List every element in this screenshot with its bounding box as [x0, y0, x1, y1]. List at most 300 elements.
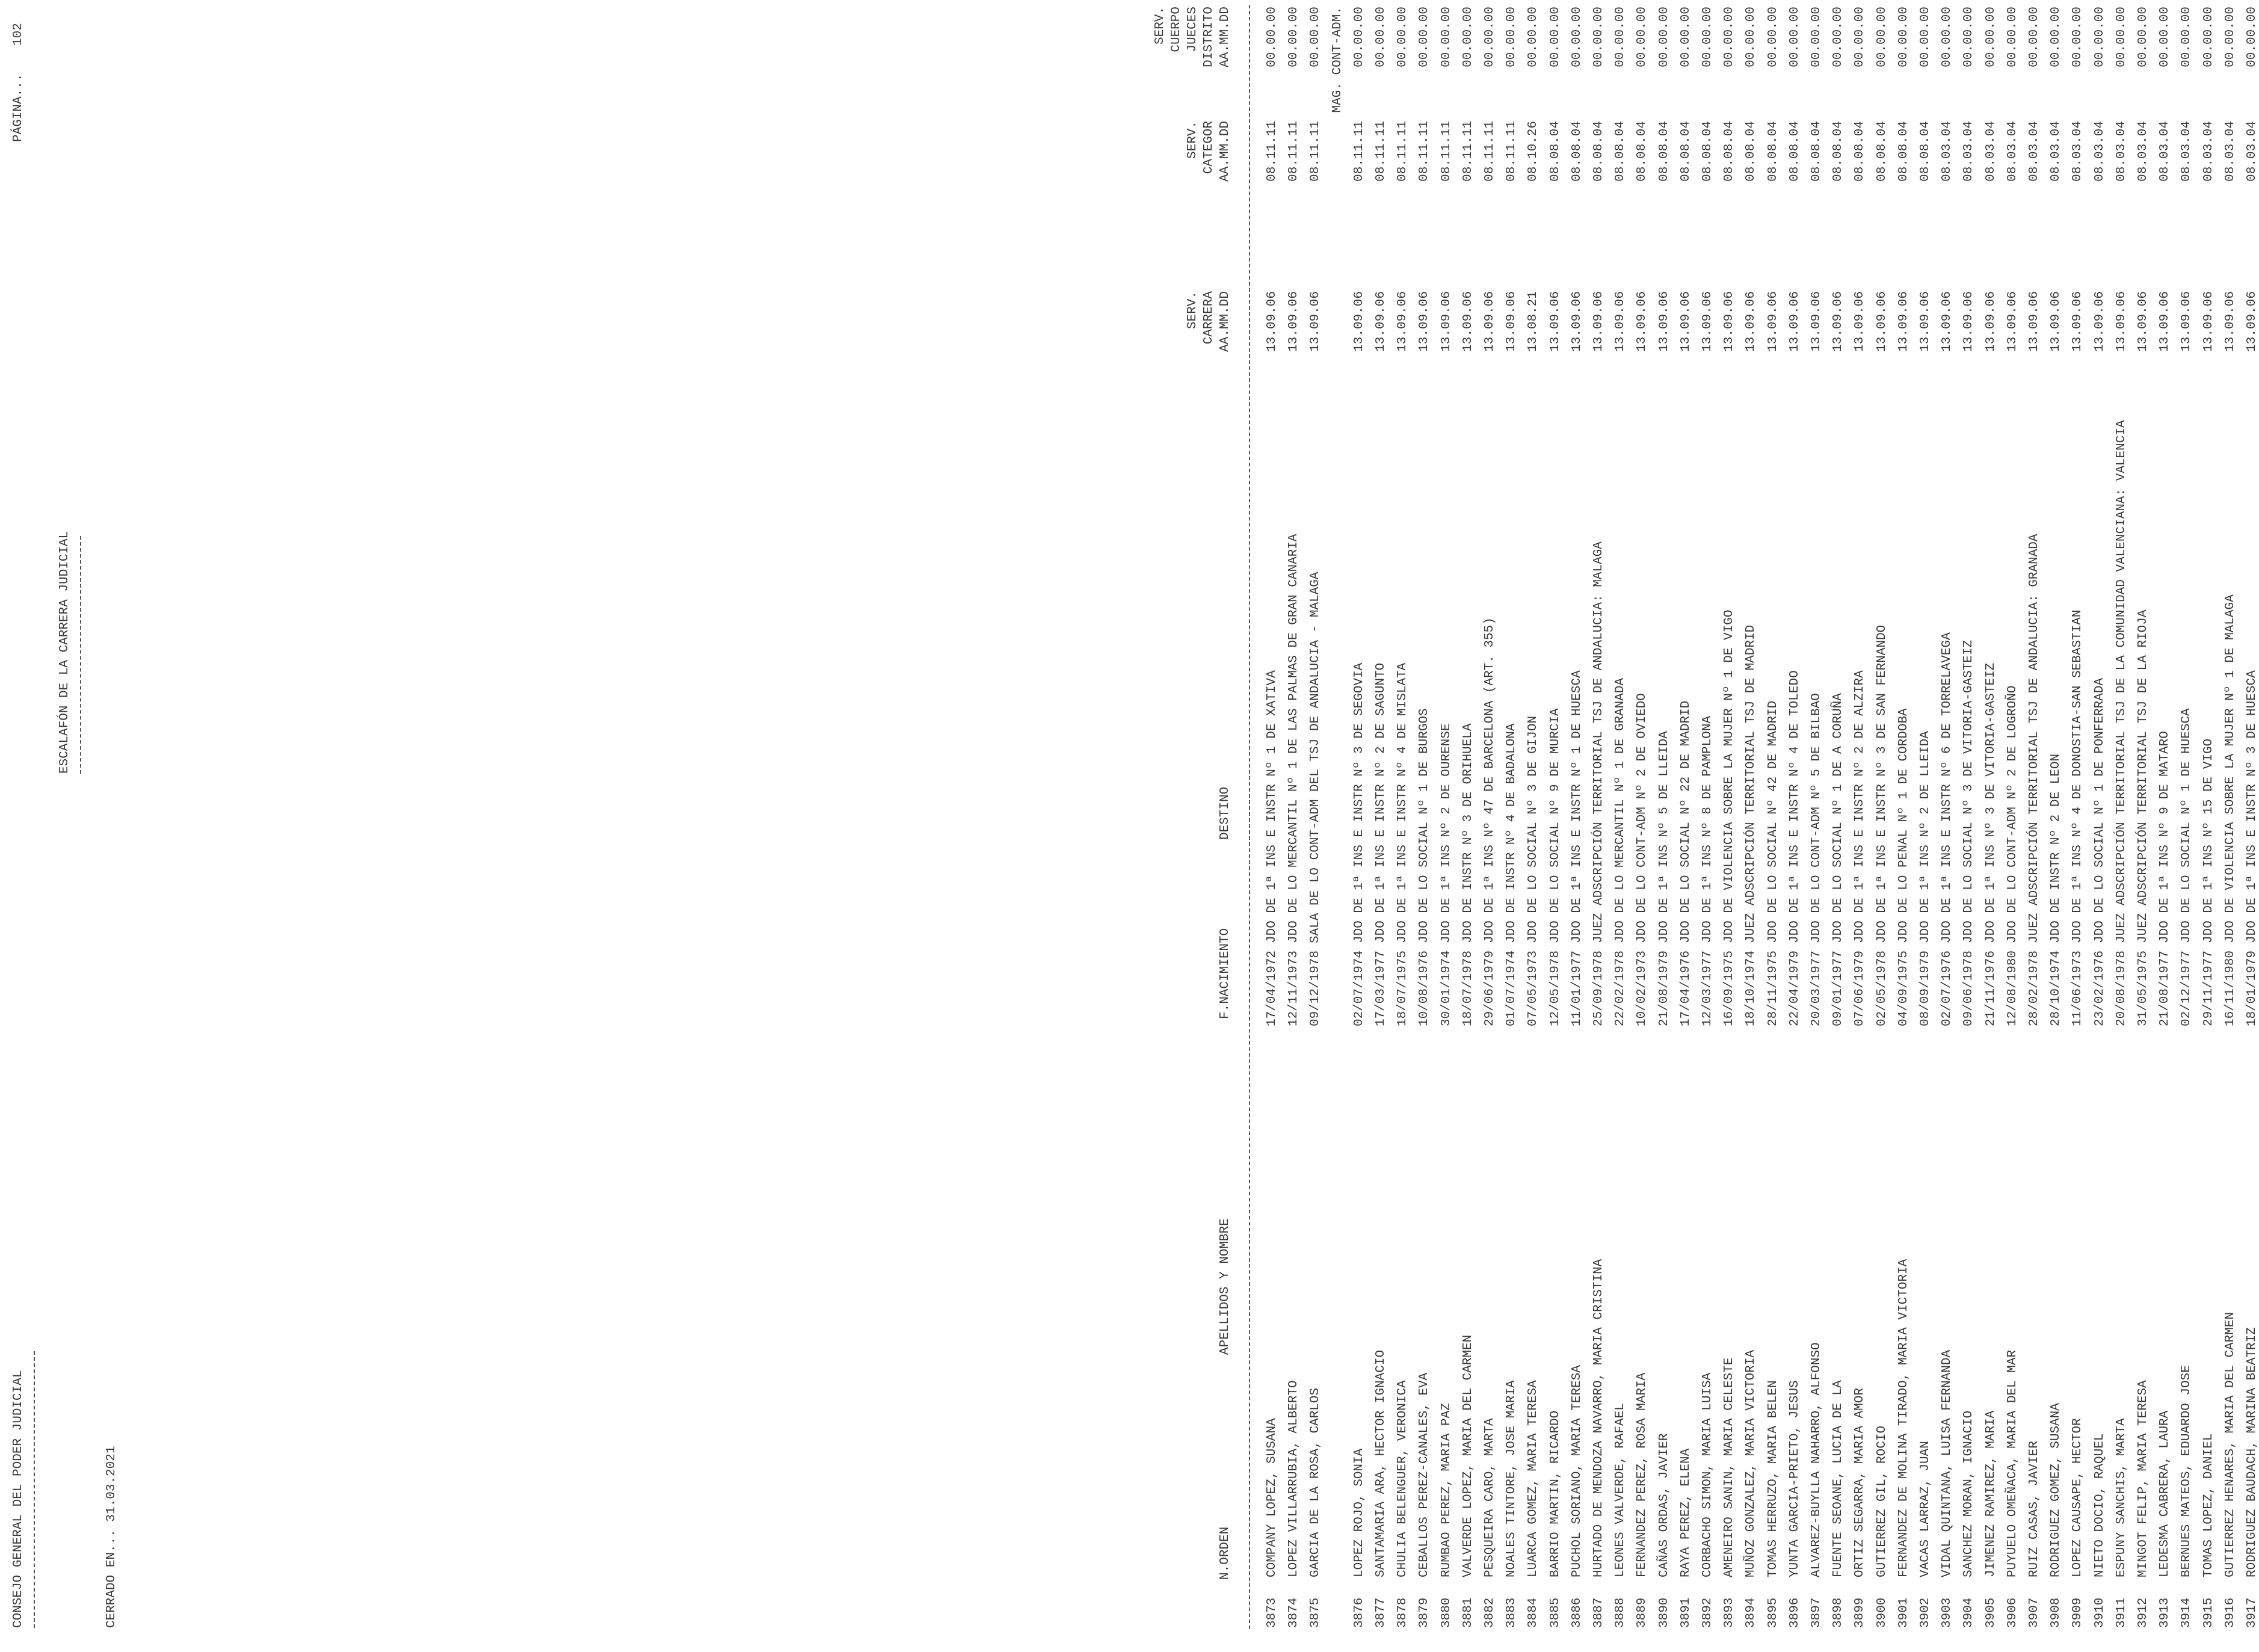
distrito-cell: 00.00.00	[2201, 7, 2216, 67]
col-carrera-2: AA.MM.DD	[1218, 291, 1232, 352]
destino-cell: JDO DE VIOLENCIA SOBRE LA MUJER Nº 1 DE VIGO	[1722, 609, 1737, 943]
categor-cell: 08.11.11	[1461, 121, 1475, 182]
destino-cell: JDO DE LO SOCIAL Nº 3 DE GIJON	[1526, 715, 1541, 943]
destino-cell: JDO DE 1ª INS Nº 8 DE PAMPLONA	[1701, 715, 1715, 943]
distrito-cell: 00.00.00	[2136, 7, 2150, 67]
distrito-cell: 00.00.00	[2092, 7, 2107, 67]
orden-cell: 3893	[1722, 1597, 1737, 1628]
name-cell: RUIZ CASAS, JAVIER	[2027, 1441, 2041, 1577]
carrera-cell: 13.09.06	[1505, 291, 1519, 352]
categor-cell: 08.03.04	[2158, 121, 2172, 182]
distrito-cell: 00.00.00	[2049, 7, 2063, 67]
categor-cell: 08.11.11	[1396, 121, 1410, 182]
categor-cell: 08.03.04	[1962, 121, 1976, 182]
name-cell: CHULIA BELENGUER, VERONICA	[1396, 1380, 1410, 1577]
cutoff-date: CERRADO EN... 31.03.2021	[105, 1446, 119, 1628]
destino-cell: JDO DE INSTR Nº 2 DE LEON	[2049, 753, 2063, 943]
orden-cell: 3897	[1810, 1597, 1823, 1628]
birthdate-cell: 18/01/1979	[2245, 950, 2259, 1026]
name-cell: CORBACHO SIMON, MARIA LUISA	[1701, 1372, 1715, 1577]
birthdate-cell: 31/05/1975	[2136, 950, 2150, 1026]
orden-cell: 3917	[2245, 1597, 2259, 1628]
distrito-cell: 00.00.00	[1918, 7, 1932, 67]
birthdate-cell: 16/09/1975	[1722, 950, 1737, 1026]
name-cell: ALVAREZ-BUYLLA NAHARRO, ALFONSO	[1810, 1342, 1823, 1577]
orden-cell: 3906	[2005, 1597, 2020, 1628]
birthdate-cell: 21/11/1976	[1983, 950, 1998, 1026]
orden-cell: 3886	[1570, 1597, 1584, 1628]
orden-cell: 3903	[1940, 1597, 1955, 1628]
destino-cell: JDO DE 1ª INS E INSTR Nº 3 DE SEGOVIA	[1352, 662, 1366, 943]
name-cell: YUNTA GARCIA-PRIETO, JESUS	[1787, 1380, 1802, 1577]
col-nombre: APELLIDOS Y NOMBRE	[1218, 1218, 1232, 1355]
orden-cell: 3878	[1396, 1597, 1410, 1628]
categor-cell: 08.03.04	[2245, 121, 2259, 182]
categor-cell: 08.10.26	[1526, 121, 1541, 182]
orden-cell: 3899	[1853, 1597, 1867, 1628]
distrito-cell: 00.00.00	[1417, 7, 1432, 67]
birthdate-cell: 30/01/1974	[1439, 950, 1453, 1026]
distrito-cell: 00.00.00	[1635, 7, 1650, 67]
distrito-cell: 00.00.00	[1548, 7, 1562, 67]
birthdate-cell: 09/01/1977	[1831, 950, 1846, 1026]
carrera-cell: 13.09.06	[1918, 291, 1932, 352]
carrera-cell: 13.09.06	[2071, 291, 2085, 352]
orden-cell: 3890	[1657, 1597, 1671, 1628]
destino-cell: JDO DE VIOLENCIA SOBRE LA MUJER Nº 1 DE MALAGA	[2223, 594, 2237, 943]
name-cell: ORTIZ SEGARRA, MARIA AMOR	[1853, 1387, 1867, 1577]
carrera-cell: 13.09.06	[2245, 291, 2259, 352]
orden-cell: 3901	[1896, 1597, 1911, 1628]
distrito-cell: 00.00.00	[1983, 7, 1998, 67]
col-distrito-4: AA.MM.DD	[1218, 7, 1232, 67]
orden-cell: 3874	[1287, 1597, 1301, 1628]
destino-cell: JDO DE 1ª INS E INSTR Nº 2 DE SAGUNTO	[1374, 662, 1388, 943]
categor-cell: 08.11.11	[1483, 121, 1497, 182]
birthdate-cell: 23/02/1976	[2092, 950, 2107, 1026]
name-cell: JIMENEZ RAMIREZ, MARIA	[1983, 1410, 1998, 1577]
distrito-cell: 00.00.00	[1744, 7, 1758, 67]
categor-cell: 08.11.11	[1352, 121, 1366, 182]
distrito-cell: 00.00.00	[1896, 7, 1911, 67]
carrera-cell: 13.09.06	[1548, 291, 1562, 352]
orden-cell: 3900	[1875, 1597, 1889, 1628]
distrito-cell: 00.00.00	[2114, 7, 2128, 67]
birthdate-cell: 16/11/1980	[2223, 950, 2237, 1026]
carrera-cell: 13.09.06	[2005, 291, 2020, 352]
carrera-cell: 13.09.06	[1417, 291, 1432, 352]
birthdate-cell: 10/02/1973	[1635, 950, 1650, 1026]
birthdate-cell: 28/02/1978	[2027, 950, 2041, 1026]
birthdate-cell: 29/11/1977	[2201, 950, 2216, 1026]
destino-cell: JDO DE LO SOCIAL Nº 9 DE MURCIA	[1548, 708, 1562, 943]
categor-cell: 08.03.04	[2092, 121, 2107, 182]
carrera-cell: 13.09.06	[2136, 291, 2150, 352]
destino-cell: JDO DE 1ª INS E INSTR Nº 4 DE TOLEDO	[1787, 670, 1802, 943]
carrera-cell: 13.09.06	[1940, 291, 1955, 352]
categor-cell: 08.11.11	[1374, 121, 1388, 182]
categor-cell: 08.08.04	[1613, 121, 1628, 182]
carrera-cell: 13.09.06	[1461, 291, 1475, 352]
carrera-cell: 13.09.06	[2223, 291, 2237, 352]
name-cell: RAYA PEREZ, ELENA	[1678, 1448, 1693, 1577]
birthdate-cell: 02/05/1978	[1875, 950, 1889, 1026]
categor-cell: 08.03.04	[2071, 121, 2085, 182]
carrera-cell: 13.09.06	[1592, 291, 1606, 352]
categor-cell: 08.08.04	[1548, 121, 1562, 182]
distrito-cell: 00.00.00	[1810, 7, 1823, 67]
birthdate-cell: 09/12/1978	[1308, 950, 1323, 1026]
org-underline	[34, 1351, 35, 1628]
orden-cell: 3905	[1983, 1597, 1998, 1628]
destino-cell: JDO DE 1ª INS Nº 15 DE VIGO	[2201, 738, 2216, 943]
orden-cell: 3884	[1526, 1597, 1541, 1628]
distrito-cell: 00.00.00	[1766, 7, 1780, 67]
name-cell: TOMAS LOPEZ, DANIEL	[2201, 1433, 2216, 1577]
categor-cell: 08.03.04	[2136, 121, 2150, 182]
destino-cell: JDO DE LO SOCIAL Nº 3 DE VITORIA-GASTEIZ	[1962, 640, 1976, 943]
destino-cell: JDO DE 1ª INS Nº 5 DE LLEIDA	[1657, 731, 1671, 943]
name-cell: LEONES VALVERDE, RAFAEL	[1613, 1403, 1628, 1577]
destino-cell: JDO DE LO SOCIAL Nº 1 DE A CORUÑA	[1831, 693, 1846, 943]
carrera-cell: 13.09.06	[1613, 291, 1628, 352]
destino-cell: JDO DE 1ª INS E INSTR Nº 3 DE SAN FERNANDO	[1875, 624, 1889, 943]
distrito-cell: 00.00.00	[1592, 7, 1606, 67]
name-cell: RODRIGUEZ GOMEZ, SUSANA	[2049, 1403, 2063, 1577]
distrito-cell: 00.00.00	[1287, 7, 1301, 67]
col-distrito-3: DISTRITO	[1202, 7, 1216, 67]
destino-cell: JUEZ ADSCRIPCIÓN TERRITORIAL TSJ DE LA COMUNIDAD VALENCIANA: VALENCIA	[2114, 420, 2128, 943]
destino-cell: JDO DE LO CONT-ADM Nº 2 DE LOGROÑO	[2005, 685, 2020, 943]
carrera-cell: 13.09.06	[1635, 291, 1650, 352]
col-categor-1: CATEGOR	[1202, 121, 1216, 174]
categor-cell: 08.03.04	[1983, 121, 1998, 182]
name-cell: LOPEZ CAUSAPE, HECTOR	[2071, 1418, 2085, 1577]
carrera-cell: 13.09.06	[2114, 291, 2128, 352]
birthdate-cell: 07/05/1973	[1526, 950, 1541, 1026]
distrito-cell: 00.00.00	[1940, 7, 1955, 67]
birthdate-cell: 21/08/1979	[1657, 950, 1671, 1026]
distrito-cell: 00.00.00	[1439, 7, 1453, 67]
carrera-cell: 13.09.06	[1439, 291, 1453, 352]
birthdate-cell: 18/07/1978	[1461, 950, 1475, 1026]
orden-cell: 3888	[1613, 1597, 1628, 1628]
orden-cell: 3887	[1592, 1597, 1606, 1628]
distrito-cell: 00.00.00	[1853, 7, 1867, 67]
distrito-cell: 00.00.00	[1505, 7, 1519, 67]
distrito-cell: 00.00.00	[2005, 7, 2020, 67]
destino-cell: JDO DE INSTR Nº 4 DE BADALONA	[1505, 723, 1519, 943]
carrera-cell: 13.09.06	[1722, 291, 1737, 352]
name-cell: FERNANDEZ PEREZ, ROSA MARIA	[1635, 1372, 1650, 1577]
orden-cell: 3894	[1744, 1597, 1758, 1628]
birthdate-cell: 21/08/1977	[2158, 950, 2172, 1026]
carrera-cell: 13.09.06	[1962, 291, 1976, 352]
name-cell: HURTADO DE MENDOZA NAVARRO, MARIA CRISTINA	[1592, 1259, 1606, 1577]
col-carrera-1: CARRERA	[1202, 291, 1216, 345]
categor-cell: 08.08.04	[1875, 121, 1889, 182]
destino-cell: JDO DE 1ª INS E INSTR Nº 2 DE ALZIRA	[1853, 670, 1867, 943]
name-cell: PESQUEIRA CARO, MARTA	[1483, 1418, 1497, 1577]
distrito-cell: 00.00.00	[1570, 7, 1584, 67]
carrera-cell: 13.09.06	[2092, 291, 2107, 352]
categor-cell: 08.03.04	[1940, 121, 1955, 182]
name-cell: PUYUELO OMEÑACA, MARIA DEL MAR	[2005, 1349, 2020, 1577]
categor-cell: 08.11.11	[1505, 121, 1519, 182]
name-cell: LOPEZ ROJO, SONIA	[1352, 1448, 1366, 1577]
name-cell: AMENEIRO SANIN, MARIA CELESTE	[1722, 1357, 1737, 1577]
categor-cell: 08.11.11	[1417, 121, 1432, 182]
birthdate-cell: 11/01/1977	[1570, 950, 1584, 1026]
carrera-cell: 13.09.06	[2049, 291, 2063, 352]
orden-cell: 3873	[1265, 1597, 1279, 1628]
orden-cell: 3891	[1678, 1597, 1693, 1628]
distrito-cell: 00.00.00	[1787, 7, 1802, 67]
birthdate-cell: 02/12/1977	[2180, 950, 2194, 1026]
categor-cell: 08.08.04	[1853, 121, 1867, 182]
destino-cell: JDO DE 1ª INS E INSTR Nº 1 DE HUESCA	[1570, 670, 1584, 943]
orden-cell: 3914	[2180, 1597, 2194, 1628]
name-cell: COMPANY LOPEZ, SUSANA	[1265, 1418, 1279, 1577]
document-title: ESCALAFÓN DE LA CARRERA JUDICIAL	[58, 531, 72, 774]
destino-cell: JDO DE LO CONT-ADM Nº 5 DE BILBAO	[1810, 693, 1823, 943]
categor-cell: 08.08.04	[1831, 121, 1846, 182]
carrera-cell: 13.09.06	[1853, 291, 1867, 352]
name-cell: RUMBAO PEREZ, MARIA PAZ	[1439, 1403, 1453, 1577]
birthdate-cell: 17/04/1972	[1265, 950, 1279, 1026]
carrera-cell: 13.09.06	[1701, 291, 1715, 352]
distrito-cell: 00.00.00	[2223, 7, 2237, 67]
categor-cell: 08.08.04	[1570, 121, 1584, 182]
carrera-cell: 13.09.06	[1483, 291, 1497, 352]
orden-cell: 3889	[1635, 1597, 1650, 1628]
orden-cell: 3876	[1352, 1597, 1366, 1628]
orden-cell: 3916	[2223, 1597, 2237, 1628]
name-cell: GUTIERREZ GIL, ROCIO	[1875, 1425, 1889, 1577]
name-cell: RODRIGUEZ BAUDACH, MARINA BEATRIZ	[2245, 1327, 2259, 1577]
destino-cell: JDO DE LO SOCIAL Nº 1 DE PONFERRADA	[2092, 677, 2107, 943]
name-cell: VALVERDE LOPEZ, MARIA DEL CARMEN	[1461, 1334, 1475, 1577]
carrera-cell: 13.09.06	[2027, 291, 2041, 352]
orden-cell: 3896	[1787, 1597, 1802, 1628]
name-cell: NIETO DOCIO, RAQUEL	[2092, 1433, 2107, 1577]
birthdate-cell: 07/06/1979	[1853, 950, 1867, 1026]
orden-cell: 3913	[2158, 1597, 2172, 1628]
categor-cell: 08.08.04	[1896, 121, 1911, 182]
page-number: 102	[11, 23, 25, 46]
distrito-cell: 00.00.00	[1374, 7, 1388, 67]
carrera-cell: 13.09.06	[1831, 291, 1846, 352]
carrera-cell: 13.09.06	[1265, 291, 1279, 352]
col-distrito-0: SERV.	[1153, 7, 1167, 45]
distrito-cell: 00.00.00	[1678, 7, 1693, 67]
categor-cell: 08.08.04	[1744, 121, 1758, 182]
destino-cell: JUEZ ADSCRIPCIÓN TERRITORIAL TSJ DE ANDALUCIA: GRANADA	[2027, 534, 2041, 943]
carrera-cell: 13.09.06	[1308, 291, 1323, 352]
carrera-cell: 13.09.06	[2201, 291, 2216, 352]
name-cell: VACAS LARRAZ, JUAN	[1918, 1441, 1932, 1577]
destino-cell: JDO DE 1ª INS Nº 47 DE BARCELONA (ART. 355)	[1483, 617, 1497, 943]
destino-cell: JUEZ ADSCRIPCIÓN TERRITORIAL TSJ DE LA RIOJA	[2136, 609, 2150, 943]
orden-cell: 3902	[1918, 1597, 1932, 1628]
destino-cell: JDO DE 1ª INS Nº 2 DE LLEIDA	[1918, 731, 1932, 943]
name-cell: SANCHEZ MORAN, IGNACIO	[1962, 1410, 1976, 1577]
birthdate-cell: 09/06/1978	[1962, 950, 1976, 1026]
carrera-cell: 13.09.06	[1744, 291, 1758, 352]
carrera-cell: 13.09.06	[1352, 291, 1366, 352]
orden-cell: 3877	[1374, 1597, 1388, 1628]
orden-cell: 3898	[1831, 1597, 1846, 1628]
orden-cell: 3895	[1766, 1597, 1780, 1628]
distrito-cell: 00.00.00	[2180, 7, 2194, 67]
categor-cell: 08.08.04	[1701, 121, 1715, 182]
birthdate-cell: 10/08/1976	[1417, 950, 1432, 1026]
orden-cell: 3911	[2114, 1597, 2128, 1628]
orden-cell: 3912	[2136, 1597, 2150, 1628]
destino-cell: JUEZ ADSCRIPCIÓN TERRITORIAL TSJ DE MADRID	[1744, 624, 1758, 943]
orden-cell: 3907	[2027, 1597, 2041, 1628]
carrera-cell: 13.09.06	[2158, 291, 2172, 352]
distrito-cell: 00.00.00	[1461, 7, 1475, 67]
name-cell: LEDESMA CABRERA, LAURA	[2158, 1410, 2172, 1577]
carrera-cell: 13.09.06	[1678, 291, 1693, 352]
categor-cell: 08.03.04	[2005, 121, 2020, 182]
name-cell: PUCHOL SORIANO, MARIA TERESA	[1570, 1365, 1584, 1577]
destino-cell: JDO DE LO SOCIAL Nº 1 DE HUESCA	[2180, 708, 2194, 943]
carrera-cell: 13.09.06	[2180, 291, 2194, 352]
name-cell: GARCIA DE LA ROSA, CARLOS	[1308, 1387, 1323, 1577]
birthdate-cell: 18/10/1974	[1744, 950, 1758, 1026]
cuerpo-note: MAG. CONT-ADM.	[1330, 7, 1345, 113]
col-carrera-0: SERV.	[1186, 291, 1200, 330]
orden-cell: 3904	[1962, 1597, 1976, 1628]
distrito-cell: 00.00.00	[2071, 7, 2085, 67]
carrera-cell: 13.09.06	[1396, 291, 1410, 352]
destino-cell: JDO DE LO MERCANTIL Nº 1 DE GRANADA	[1613, 677, 1628, 943]
orden-cell: 3909	[2071, 1597, 2085, 1628]
org-title: CONSEJO GENERAL DEL PODER JUDICIAL	[11, 1370, 25, 1628]
orden-cell: 3908	[2049, 1597, 2063, 1628]
birthdate-cell: 02/07/1976	[1940, 950, 1955, 1026]
orden-cell: 3892	[1701, 1597, 1715, 1628]
col-destino: DESTINO	[1218, 786, 1232, 840]
birthdate-cell: 18/07/1975	[1396, 950, 1410, 1026]
distrito-cell: 00.00.00	[1722, 7, 1737, 67]
carrera-cell: 13.09.06	[1287, 291, 1301, 352]
distrito-cell: 00.00.00	[1613, 7, 1628, 67]
distrito-cell: 00.00.00	[1483, 7, 1497, 67]
distrito-cell: 00.00.00	[1265, 7, 1279, 67]
name-cell: BERNUES MATEOS, EDUARDO JOSE	[2180, 1365, 2194, 1577]
birthdate-cell: 22/04/1979	[1787, 950, 1802, 1026]
name-cell: ESPUNY SANCHIS, MARTA	[2114, 1418, 2128, 1577]
distrito-cell: 00.00.00	[1875, 7, 1889, 67]
birthdate-cell: 08/09/1979	[1918, 950, 1932, 1026]
carrera-cell: 13.09.06	[1983, 291, 1998, 352]
col-categor-0: SERV.	[1186, 121, 1200, 159]
orden-cell: 3880	[1439, 1597, 1453, 1628]
categor-cell: 08.08.04	[1722, 121, 1737, 182]
destino-cell: JDO DE 1ª INS E INSTR Nº 3 DE HUESCA	[2245, 670, 2259, 943]
destino-cell: JDO DE LO PENAL Nº 1 DE CORDOBA	[1896, 708, 1911, 943]
destino-cell: JDO DE LO SOCIAL Nº 42 DE MADRID	[1766, 700, 1780, 943]
categor-cell: 08.03.04	[2223, 121, 2237, 182]
name-cell: VIDAL QUINTANA, LUISA FERNANDA	[1940, 1349, 1955, 1577]
categor-cell: 08.08.04	[1810, 121, 1823, 182]
birthdate-cell: 12/08/1980	[2005, 950, 2020, 1026]
carrera-cell: 13.09.06	[1657, 291, 1671, 352]
col-nacimiento: F.NACIMIENTO	[1218, 928, 1232, 1019]
name-cell: BARRIO MARTIN, RICARDO	[1548, 1410, 1562, 1577]
destino-cell: JDO DE 1ª INS Nº 4 DE DONOSTIA-SAN SEBASTIAN	[2071, 609, 2085, 943]
orden-cell: 3910	[2092, 1597, 2107, 1628]
name-cell: FERNANDEZ DE MOLINA TIRADO, MARIA VICTORIA	[1896, 1259, 1911, 1577]
carrera-cell: 13.09.06	[1875, 291, 1889, 352]
name-cell: MINGOT FELIP, MARIA TERESA	[2136, 1380, 2150, 1577]
name-cell: FUENTE SEOANE, LUCIA DE LA	[1831, 1380, 1846, 1577]
distrito-cell: 00.00.00	[2158, 7, 2172, 67]
categor-cell: 08.08.04	[1657, 121, 1671, 182]
birthdate-cell: 02/07/1974	[1352, 950, 1366, 1026]
orden-cell: 3885	[1548, 1597, 1562, 1628]
categor-cell: 08.11.11	[1439, 121, 1453, 182]
destino-cell: SALA DE LO CONT-ADM DEL TSJ DE ANDALUCIA - MALAGA	[1308, 572, 1323, 943]
destino-cell: JDO DE 1ª INS Nº 2 DE OURENSE	[1439, 723, 1453, 943]
orden-cell: 3881	[1461, 1597, 1475, 1628]
name-cell: TOMAS HERRUZO, MARIA BELEN	[1766, 1380, 1780, 1577]
birthdate-cell: 12/05/1978	[1548, 950, 1562, 1026]
name-cell: LOPEZ VILLARRUBIA, ALBERTO	[1287, 1380, 1301, 1577]
destino-cell: JDO DE LO CONT-ADM Nº 2 DE OVIEDO	[1635, 693, 1650, 943]
carrera-cell: 13.09.06	[1787, 291, 1802, 352]
birthdate-cell: 20/08/1978	[2114, 950, 2128, 1026]
destino-cell: JDO DE 1ª INS E INSTR Nº 6 DE TORRELAVEGA	[1940, 632, 1955, 943]
distrito-cell: 00.00.00	[1657, 7, 1671, 67]
name-cell: NOALES TINTORE, JOSE MARIA	[1505, 1380, 1519, 1577]
categor-cell: 08.11.11	[1265, 121, 1279, 182]
orden-cell: 3879	[1417, 1597, 1432, 1628]
destino-cell: JDO DE LO MERCANTIL Nº 1 DE LAS PALMAS DE GRAN CANARIA	[1287, 534, 1301, 943]
page-label: PÁGINA...	[11, 73, 25, 142]
birthdate-cell: 29/06/1979	[1483, 950, 1497, 1026]
name-cell: CAÑAS ORDAS, JAVIER	[1657, 1433, 1671, 1577]
birthdate-cell: 12/11/1973	[1287, 950, 1301, 1026]
birthdate-cell: 12/03/1977	[1701, 950, 1715, 1026]
carrera-cell: 13.09.06	[1810, 291, 1823, 352]
distrito-cell: 00.00.00	[1308, 7, 1323, 67]
orden-cell: 3915	[2201, 1597, 2216, 1628]
distrito-cell: 00.00.00	[1396, 7, 1410, 67]
name-cell: SANTAMARIA ARA, HECTOR IGNACIO	[1374, 1349, 1388, 1577]
orden-cell: 3882	[1483, 1597, 1497, 1628]
carrera-cell: 13.09.06	[1374, 291, 1388, 352]
birthdate-cell: 17/04/1976	[1678, 950, 1693, 1026]
carrera-cell: 13.08.21	[1526, 291, 1541, 352]
col-distrito-2: JUECES	[1186, 7, 1200, 52]
distrito-cell: 00.00.00	[1962, 7, 1976, 67]
col-distrito-1: CUERPO	[1170, 7, 1183, 52]
distrito-cell: 00.00.00	[2245, 7, 2259, 67]
distrito-cell: 00.00.00	[1831, 7, 1846, 67]
categor-cell: 08.11.11	[1308, 121, 1323, 182]
col-categor-2: AA.MM.DD	[1218, 121, 1232, 182]
birthdate-cell: 25/09/1978	[1592, 950, 1606, 1026]
birthdate-cell: 17/03/1977	[1374, 950, 1388, 1026]
orden-cell: 3875	[1308, 1597, 1323, 1628]
categor-cell: 08.11.11	[1287, 121, 1301, 182]
header-separator	[1249, 5, 1250, 1629]
distrito-cell: 00.00.00	[2027, 7, 2041, 67]
